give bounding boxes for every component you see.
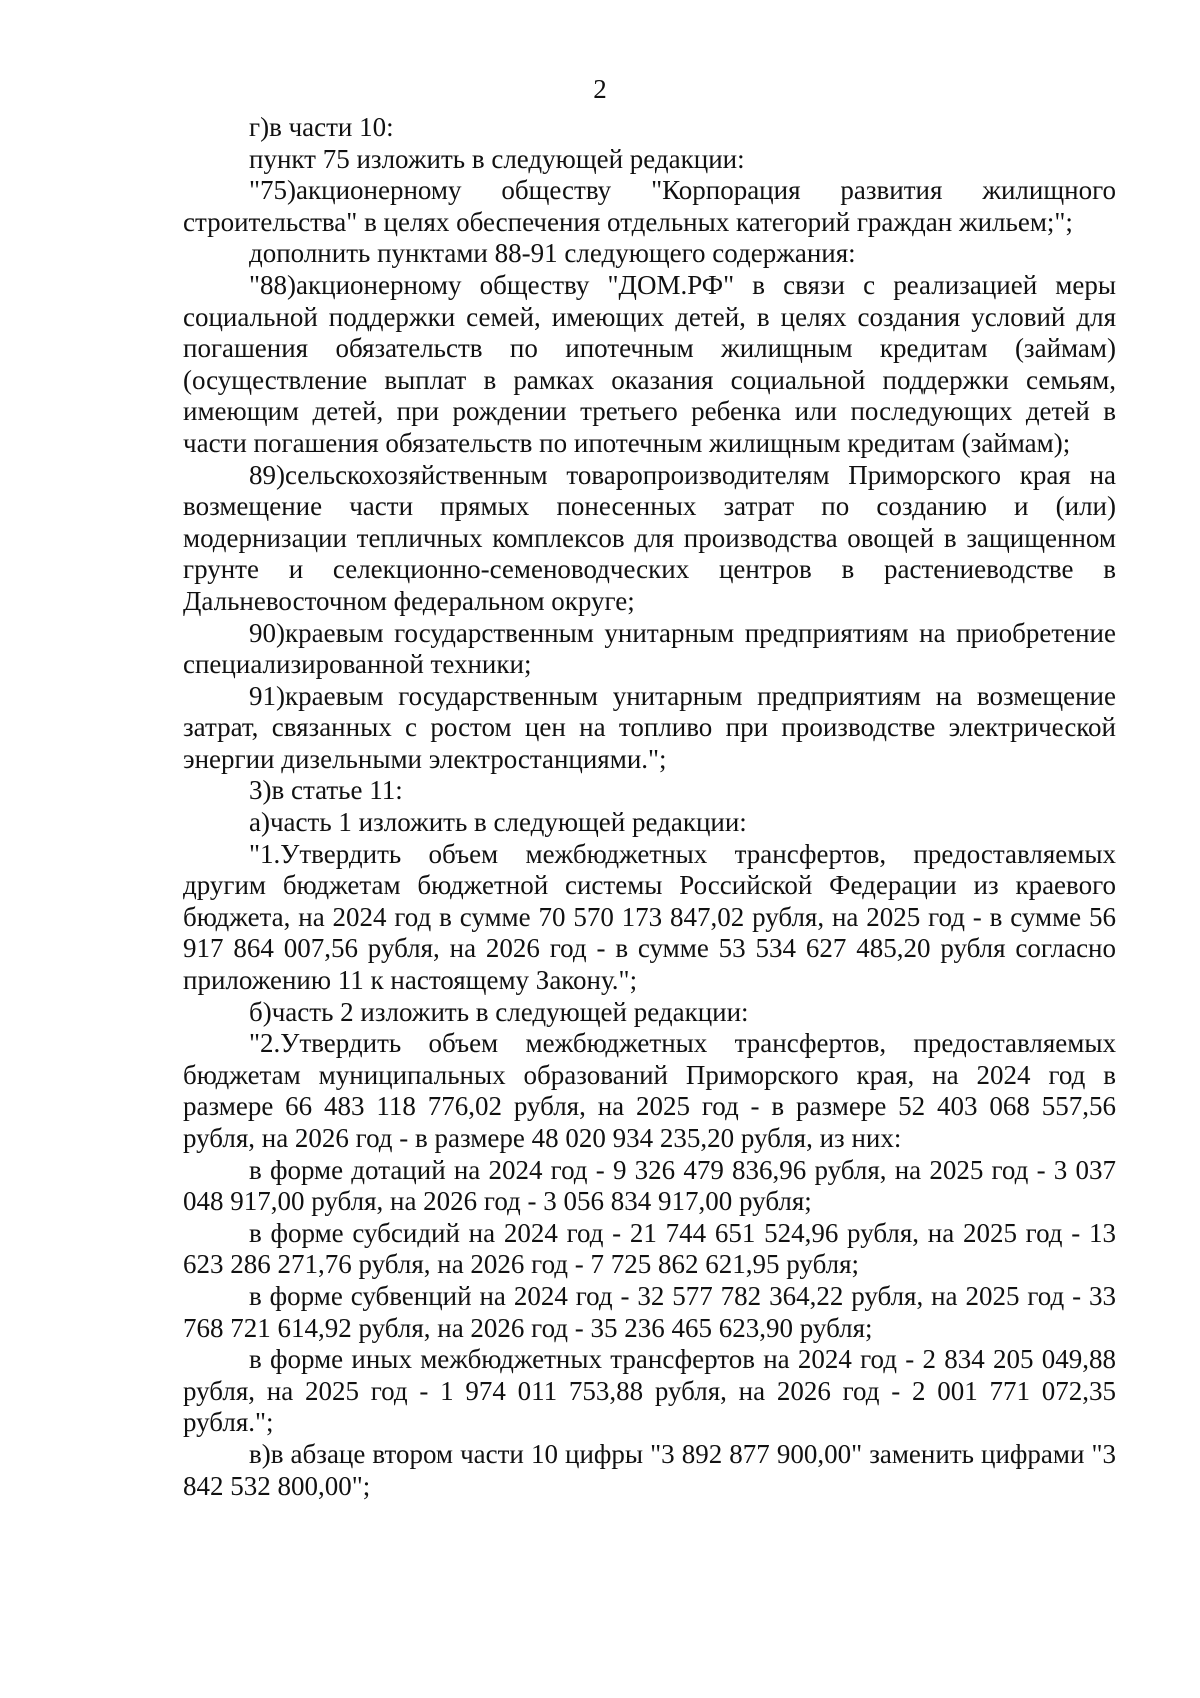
paragraph: в)в абзаце втором части 10 цифры "3 892 877 900,00" заменить цифрами "3 842 532 800,00"; <box>183 1438 1116 1501</box>
paragraph: "88)акционерному обществу "ДОМ.РФ" в связи с реализацией меры социальной поддержки семей, имеющих детей, в целях создания условий для погашения обязательств по ипотечным жилищным кредитам (займам) (осуществление выплат в рамках оказания социальной поддержки семьям, имеющим детей, при рождении третьего ребенка или последующих детей в части погашения обязательств по ипотечным жилищным кредитам (займам); <box>183 269 1116 458</box>
paragraph: дополнить пунктами 88-91 следующего содержания: <box>249 238 856 269</box>
paragraph: 91)краевым государственным унитарным предприятиям на возмещение затрат, связанных с ростом цен на топливо при производстве электрической энергии дизельными электростанциями."; <box>183 680 1116 774</box>
paragraph: г)в части 10: <box>249 112 394 142</box>
paragraph: в форме субсидий на 2024 год - 21 744 651 524,96 рубля, на 2025 год - 13 623 286 271,76 рубля, на 2026 год - 7 725 862 621,95 рубля; <box>183 1217 1116 1280</box>
document-body <box>183 112 1116 1502</box>
paragraph: "1.Утвердить объем межбюджетных трансфертов, предоставляемых другим бюджетам бюджетной системы Российской Федерации из краевого бюджета, на 2024 год в сумме 70 570 173 847,02 рубля, на 2025 год - в сумме 56 917 864 007,56 рубля, на 2026 год - в сумме 53 534 627 485,20 рубля согласно приложению 11 к настоящему Закону."; <box>183 838 1116 996</box>
paragraph: пункт 75 изложить в следующей редакции: <box>249 143 745 174</box>
paragraph: "75)акционерному обществу "Корпорация развития жилищного строительства" в целях обеспечения отдельных категорий граждан жильем;"; <box>183 175 1116 237</box>
paragraph: 3)в статье 11: <box>249 775 403 806</box>
page-number: 2 <box>593 74 607 104</box>
paragraph: 90)краевым государственным унитарным предприятиям на приобретение специализированной техники; <box>183 617 1116 680</box>
paragraph: б)часть 2 изложить в следующей редакции: <box>249 996 749 1027</box>
paragraph: в форме субвенций на 2024 год - 32 577 782 364,22 рубля, на 2025 год - 33 768 721 614,92 рубля, на 2026 год - 35 236 465 623,90 рубля; <box>183 1280 1116 1343</box>
paragraph: в форме дотаций на 2024 год - 9 326 479 836,96 рубля, на 2025 год - 3 037 048 917,00 рубля, на 2026 год - 3 056 834 917,00 рубля; <box>183 1154 1116 1217</box>
paragraph: в форме иных межбюджетных трансфертов на 2024 год - 2 834 205 049,88 рубля, на 2025 год - 1 974 011 753,88 рубля, на 2026 год - 2 001 771 072,35 рубля."; <box>183 1344 1116 1438</box>
paragraph: 89)сельскохозяйственным товаропроизводителям Приморского края на возмещение части прямых понесенных затрат по созданию и (или) модернизации тепличных комплексов для производства овощей в защищенном грунте и селекционно-семеноводческих центров в растениеводстве в Дальневосточном федеральном округе; <box>183 459 1116 616</box>
paragraph: а)часть 1 изложить в следующей редакции: <box>249 807 747 838</box>
paragraph: "2.Утвердить объем межбюджетных трансфертов, предоставляемых бюджетам муниципальных образований Приморского края, на 2024 год в размере 66 483 118 776,02 рубля, на 2025 год - в размере 52 403 068 557,56 рубля, на 2026 год - в размере 48 020 934 235,20 рубля, из них: <box>183 1028 1116 1153</box>
